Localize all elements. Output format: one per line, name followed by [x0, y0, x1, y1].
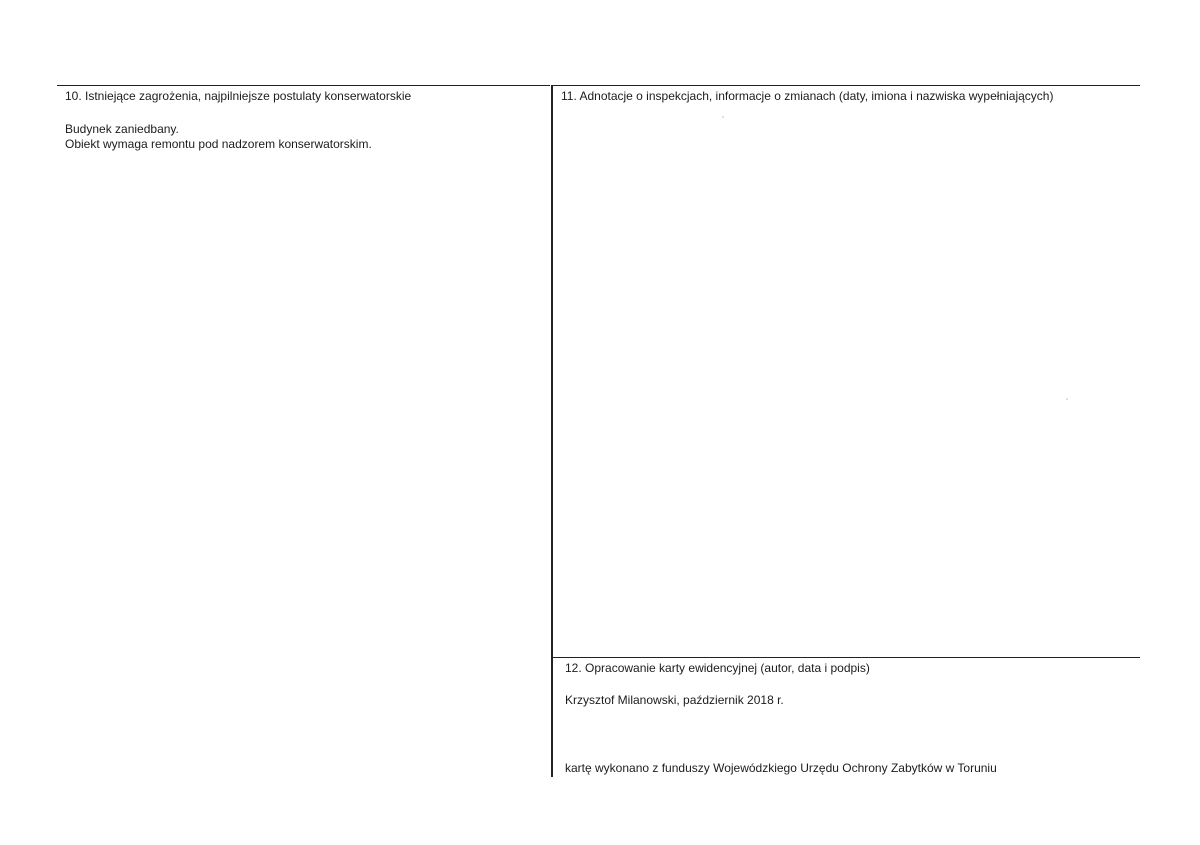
section12-funding-note: kartę wykonano z funduszy Wojewódzkiego Urzędu Ochrony Zabytków w Toruniu	[565, 761, 997, 775]
section10-text-line: Obiekt wymaga remontu pod nadzorem konserwatorskim.	[65, 137, 372, 151]
section11-heading: 11. Adnotacje o inspekcjach, informacje o zmianach (daty, imiona i nazwiska wypełniających)	[561, 89, 1054, 103]
top-left-divider	[57, 85, 550, 86]
column-divider	[551, 85, 553, 777]
section12-divider	[552, 657, 1140, 658]
section12-author-line: Krzysztof Milanowski, październik 2018 r.	[565, 693, 784, 707]
scan-speck	[722, 116, 724, 118]
section10-text-line: Budynek zaniedbany.	[65, 122, 179, 136]
top-right-divider	[552, 85, 1140, 86]
section10-heading: 10. Istniejące zagrożenia, najpilniejsze postulaty konserwatorskie	[65, 89, 412, 103]
scan-speck	[1066, 398, 1068, 400]
section12-heading: 12. Opracowanie karty ewidencyjnej (autor, data i podpis)	[565, 661, 870, 675]
